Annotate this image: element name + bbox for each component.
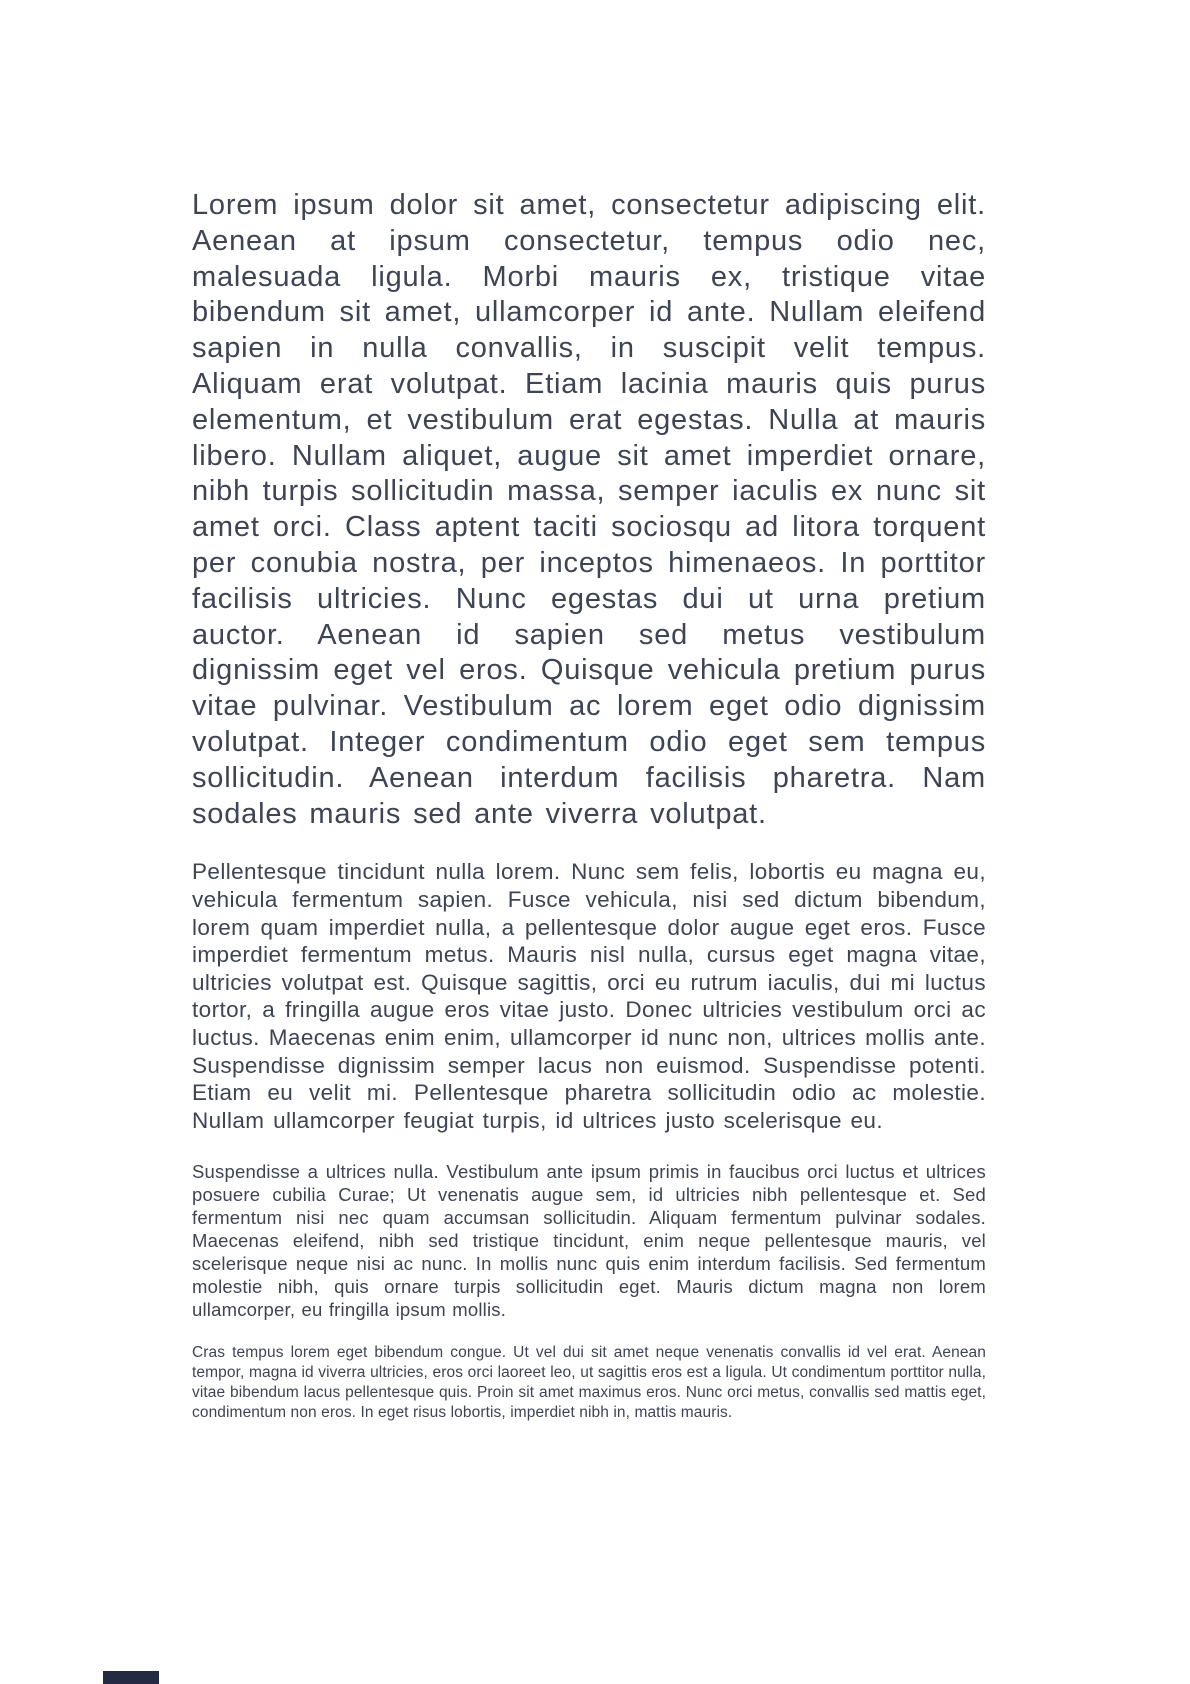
paragraph-3: Suspendisse a ultrices nulla. Vestibulum ante ipsum primis in faucibus orci luctus et ultrices posuere cubilia Curae; Ut venenatis augue sem, id ultricies nibh pellentesque et. Sed fermentum nisi nec quam accumsan sollicitudin. Aliquam fermentum pulvinar sodales. Maecenas eleifend, nibh sed tristique tincidunt, enim neque pellentesque mauris, vel scelerisque neque nisi ac nunc. In mollis nunc quis enim interdum facilisis. Sed fermentum molestie nibh, quis ornare turpis sollicitudin eget. Mauris dictum magna non lorem ullamcorper, eu fringilla ipsum mollis. (192, 1161, 986, 1321)
text-column (192, 188, 986, 1423)
bottom-left-bar-fragment (103, 1671, 159, 1684)
paragraph-2: Pellentesque tincidunt nulla lorem. Nunc sem felis, lobortis eu magna eu, vehicula fermentum sapien. Fusce vehicula, nisi sed dictum bibendum, lorem quam imperdiet nulla, a pellentesque dolor augue eget eros. Fusce imperdiet fermentum metus. Mauris nisl nulla, cursus eget magna vitae, ultricies volutpat est. Quisque sagittis, orci eu rutrum iaculis, dui mi luctus tortor, a fringilla augue eros vitae justo. Donec ultricies vestibulum orci ac luctus. Maecenas enim enim, ullamcorper id nunc non, ultrices mollis ante. Suspendisse dignissim semper lacus non euismod. Suspendisse potenti. Etiam eu velit mi. Pellentesque pharetra sollicitudin odio ac molestie. Nullam ullamcorper feugiat turpis, id ultrices justo scelerisque eu. (192, 859, 986, 1133)
paragraph-4: Cras tempus lorem eget bibendum congue. Ut vel dui sit amet neque venenatis convallis id vel erat. Aenean tempor, magna id viverra ultricies, eros orci laoreet leo, ut sagittis eros est a ligula. Ut condimentum porttitor nulla, vitae bibendum lacus pellentesque quis. Proin sit amet maximus eros. Nunc orci metus, convallis sed mattis eget, condimentum non eros. In eget risus lobortis, imperdiet nibh in, mattis mauris. (192, 1344, 986, 1422)
paragraph-1: Lorem ipsum dolor sit amet, consectetur adipiscing elit. Aenean at ipsum consectetur, tempus odio nec, malesuada ligula. Morbi mauris ex, tristique vitae bibendum sit amet, ullamcorper id ante. Nullam eleifend sapien in nulla convallis, in suscipit velit tempus. Aliquam erat volutpat. Etiam lacinia mauris quis purus elementum, et vestibulum erat egestas. Nulla at mauris libero. Nullam aliquet, augue sit amet imperdiet ornare, nibh turpis sollicitudin massa, semper iaculis ex nunc sit amet orci. Class aptent taciti sociosqu ad litora torquent per conubia nostra, per inceptos himenaeos. In porttitor facilisis ultricies. Nunc egestas dui ut urna pretium auctor. Aenean id sapien sed metus vestibulum dignissim eget vel eros. Quisque vehicula pretium purus vitae pulvinar. Vestibulum ac lorem eget odio dignissim volutpat. Integer condimentum odio eget sem tempus sollicitudin. Aenean interdum facilisis pharetra. Nam sodales mauris sed ante viverra volutpat. (192, 189, 986, 830)
